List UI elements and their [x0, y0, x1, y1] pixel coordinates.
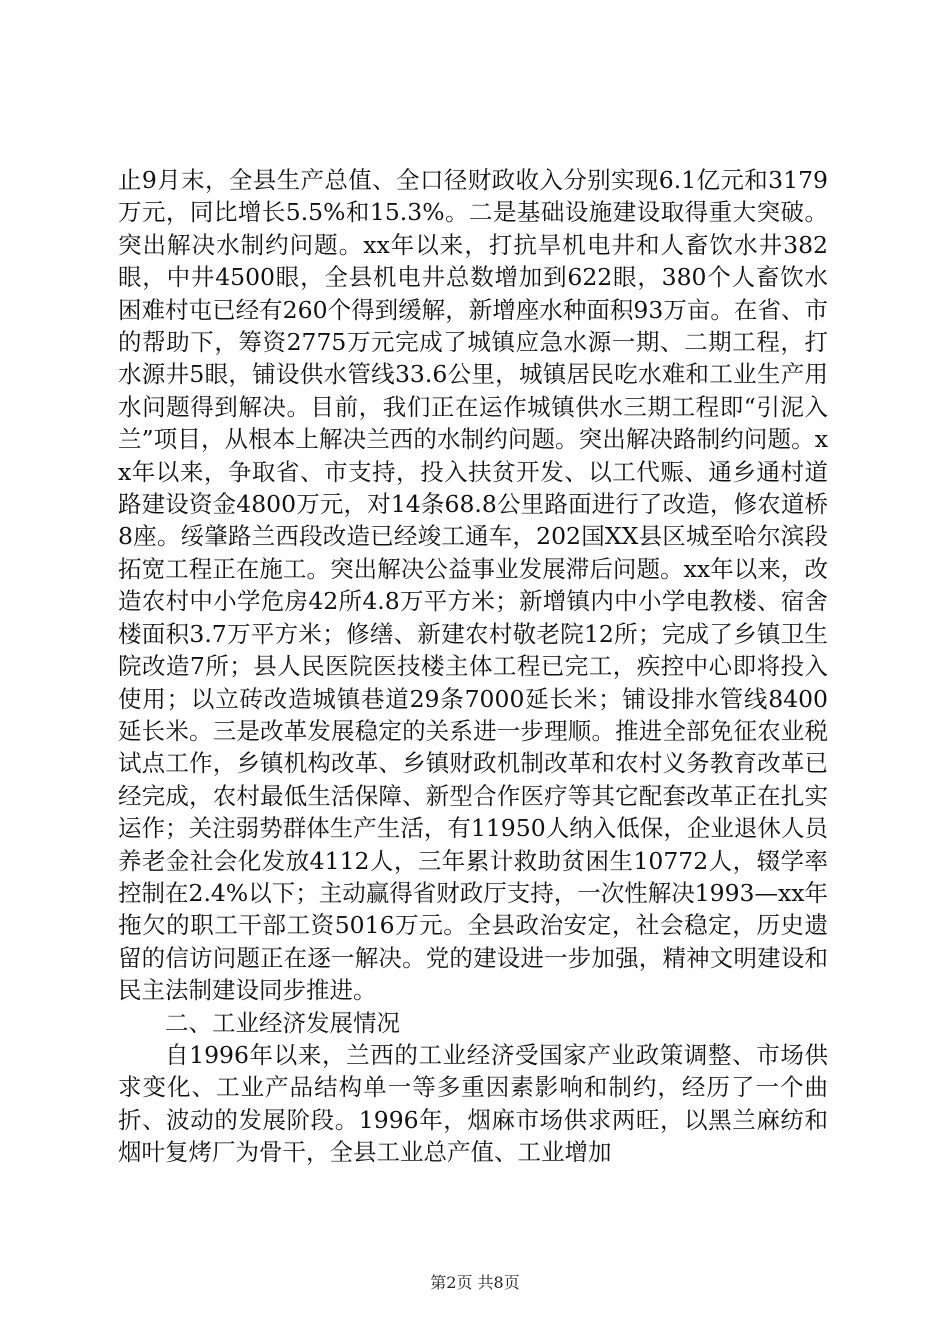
paragraph-industrial: 自1996年以来，兰西的工业经济受国家产业政策调整、市场供求变化、工业产品结构单一等多重因素影响和制约，经历了一个曲折、波动的发展阶段。1996年，烟麻市场供求两旺，以黑兰麻纺和烟叶复烤厂为骨干，全县工业总产值、工业增加: [118, 1040, 828, 1167]
paragraph-continued: 止9月末，全县生产总值、全口径财政收入分别实现6.1亿元和3179万元，同比增长5.5%和15.3%。二是基础设施建设取得重大突破。突出解决水制约问题。xx年以来，打抗旱机电井和人畜饮水井382眼，中井4500眼，全县机电井总数增加到622眼，380个人畜饮水困难村屯已经有260个得到缓解，新增座水种面积93万亩。在省、市的帮助下，筹资2775万元完成了城镇应急水源一期、二期工程，打水源井5眼，铺设供水管线33.6公里，城镇居民吃水难和工业生产用水问题得到解决。目前，我们正在运作城镇供水三期工程即“引泥入兰”项目，从根本上解决兰西的水制约问题。突出解决路制约问题。xx年以来，争取省、市支持，投入扶贫开发、以工代赈、通乡通村道路建设资金4800万元，对14条68.8公里路面进行了改造，修农道桥8座。绥肇路兰西段改造已经竣工通车，202国XX县区城至哈尔滨段拓宽工程正在施工。突出解决公益事业发展滞后问题。xx年以来，改造农村中小学危房42所4.8万平方米；新增镇内中小学电教楼、宿舍楼面积3.7万平方米；修缮、新建农村敬老院12所；完成了乡镇卫生院改造7所；县人民医院医技楼主体工程已完工，疾控中心即将投入使用；以立砖改造城镇巷道29条7000延长米；铺设排水管线8400延长米。三是改革发展稳定的关系进一步理顺。推进全部免征农业税试点工作，乡镇机构改革、乡镇财政机制改革和农村义务教育改革已经完成，农村最低生活保障、新型合作医疗等其它配套改革正在扎实运作；关注弱势群体生产生活，有11950人纳入低保，企业退休人员养老金社会化发放4112人，三年累计救助贫困生10772人，辍学率控制在2.4%以下；主动赢得省财政厅支持，一次性解决1993—xx年拖欠的职工干部工资5016万元。全县政治安定，社会稳定，历史遗留的信访问题正在逐一解决。党的建设进一步加强，精神文明建设和民主法制建设同步推进。: [118, 166, 829, 1005]
document-body: [118, 164, 828, 1169]
page-footer: 第2页 共8页: [430, 1273, 520, 1292]
section-heading: 二、工业经济发展情况: [165, 1008, 400, 1037]
